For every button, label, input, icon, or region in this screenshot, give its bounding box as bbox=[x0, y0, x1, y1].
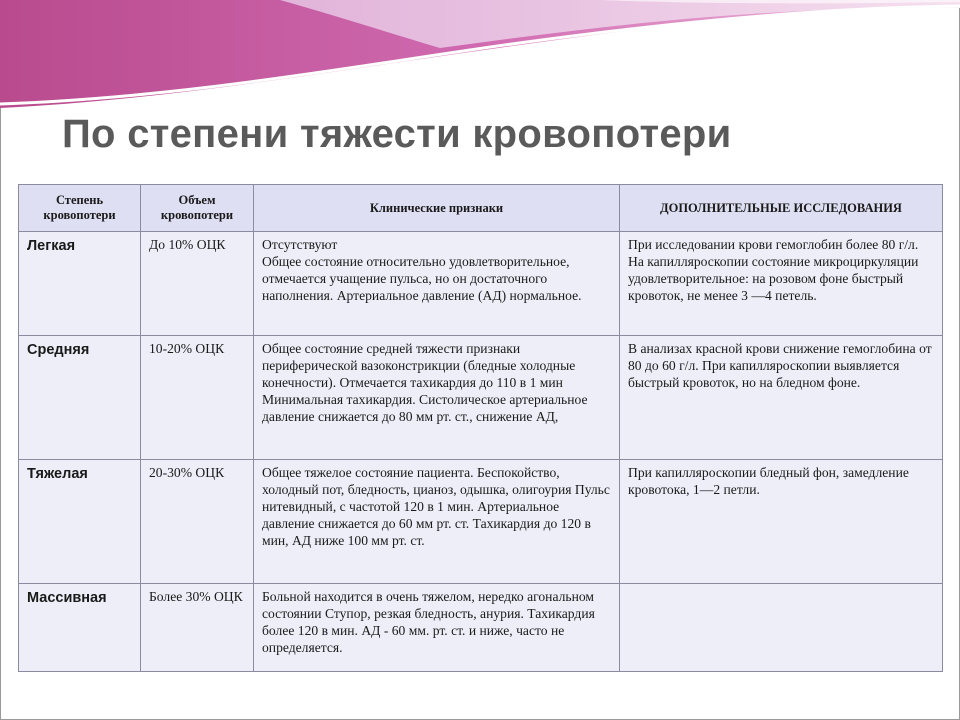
header-volume: Объем кровопотери bbox=[141, 185, 254, 232]
clinical-line: Общее состояние относительно удовлетворительное, отмечается учащение пульса, но он достаточного наполнения. Артериальное давление (АД) нормальное. bbox=[262, 254, 582, 303]
header-degree: Степень кровопотери bbox=[19, 185, 141, 232]
volume-cell: 10-20% ОЦК bbox=[141, 336, 254, 460]
tests-cell bbox=[620, 584, 943, 672]
clinical-cell bbox=[254, 232, 620, 336]
decorative-wave-header bbox=[0, 0, 960, 120]
clinical-cell: Больной находится в очень тяжелом, нередко агональном состоянии Ступор, резкая бледность, анурия. Тахикардия более 120 в мин. АД - 60 мм. рт. ст. и ниже, часто не определяется. bbox=[254, 584, 620, 672]
volume-cell: 20-30% ОЦК bbox=[141, 460, 254, 584]
volume-cell: Более 30% ОЦК bbox=[141, 584, 254, 672]
clinical-cell: Общее состояние средней тяжести признаки периферической вазоконстрикции (бледные холодные конечности). Отмечается тахикардия до 110 в 1 мин Минимальная тахикардия. Систолическое артериальное давление снижается до 80 мм рт. ст., снижение АД, bbox=[254, 336, 620, 460]
header-clinical: Клинические признаки bbox=[254, 185, 620, 232]
header-tests: ДОПОЛНИТЕЛЬНЫЕ ИССЛЕДОВАНИЯ bbox=[620, 185, 943, 232]
volume-cell: До 10% ОЦК bbox=[141, 232, 254, 336]
clinical-line: Отсутствуют bbox=[262, 237, 338, 252]
blood-loss-severity-table bbox=[18, 184, 943, 672]
slide-title: По степени тяжести кровопотери bbox=[62, 112, 732, 156]
tests-cell: При исследовании крови гемоглобин более 80 г/л. На капилляроскопии состояние микроциркуляции удовлетворительное: на розовом фоне быстрый кровоток, не менее 3 —4 петель. bbox=[620, 232, 943, 336]
degree-cell: Средняя bbox=[19, 336, 141, 460]
table-row bbox=[19, 336, 943, 460]
tests-cell: В анализах красной крови снижение гемоглобина от 80 до 60 г/л. При капилляроскопии выявляется быстрый кровоток, но на бледном фоне. bbox=[620, 336, 943, 460]
degree-cell: Массивная bbox=[19, 584, 141, 672]
tests-cell: При капилляроскопии бледный фон, замедление кровотока, 1—2 петли. bbox=[620, 460, 943, 584]
degree-cell: Легкая bbox=[19, 232, 141, 336]
table-row bbox=[19, 584, 943, 672]
clinical-cell: Общее тяжелое состояние пациента. Беспокойство, холодный пот, бледность, цианоз, одышка, олигоурия Пульс нитевидный, с частотой 120 в 1 мин. Артериальное давление снижается до 60 мм рт. ст. Тахикардия до 120 в мин, АД ниже 100 мм рт. ст. bbox=[254, 460, 620, 584]
table-row bbox=[19, 460, 943, 584]
degree-cell: Тяжелая bbox=[19, 460, 141, 584]
table-header-row bbox=[19, 185, 943, 232]
table-row bbox=[19, 232, 943, 336]
